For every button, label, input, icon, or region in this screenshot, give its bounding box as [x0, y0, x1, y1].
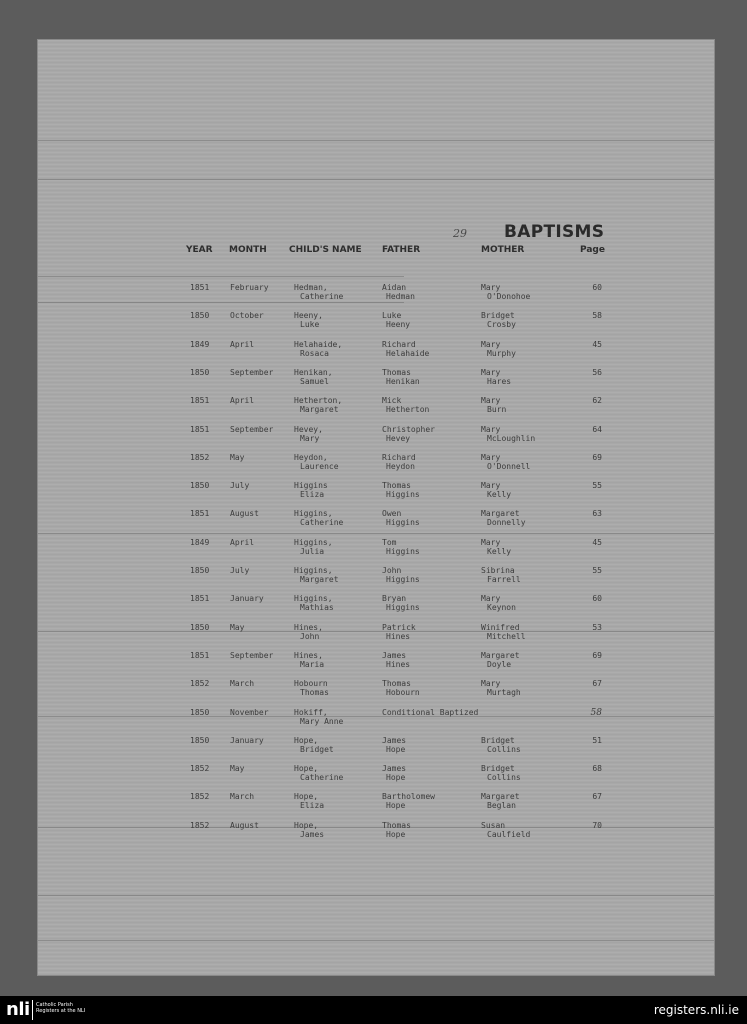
mother-forename: Mary — [481, 452, 501, 462]
header-page: Page — [580, 245, 605, 255]
father-forename: James — [382, 650, 407, 660]
father-forename: Bartholomew — [382, 792, 435, 802]
child-forename: Samuel — [300, 376, 329, 386]
mother-surname: Beglan — [487, 801, 516, 811]
father-surname: Higgins — [386, 518, 420, 528]
year-cell: 1849 — [190, 339, 210, 349]
child-surname: Higgins, — [294, 537, 333, 547]
mother-forename: Sibrina — [481, 566, 515, 575]
table-row — [38, 735, 714, 763]
child-forename: Maria — [300, 659, 325, 669]
child-surname: Hope, — [294, 820, 319, 830]
table-row — [38, 537, 714, 565]
month-cell: April — [230, 339, 255, 349]
mother-forename: Mary — [481, 594, 501, 604]
child-surname: Higgins, — [294, 594, 333, 604]
mother-forename: Mary — [481, 481, 501, 491]
child-forename: Eliza — [300, 801, 325, 811]
mother-surname: Donnelly — [487, 518, 526, 528]
mother-surname: Doyle — [487, 659, 512, 669]
child-surname: Hope, — [294, 764, 319, 774]
footer-bar — [0, 996, 747, 1024]
table-row — [38, 565, 714, 593]
father-surname: Hevey — [386, 433, 411, 443]
page-ref: 55 — [592, 566, 602, 575]
month-cell: July — [230, 566, 250, 575]
scan-line — [38, 940, 714, 941]
month-cell: May — [230, 622, 245, 632]
year-cell: 1851 — [190, 396, 210, 406]
header-father: FATHER — [382, 245, 421, 255]
father-forename: Conditional Baptized — [382, 707, 479, 717]
father-surname: Hobourn — [386, 688, 420, 698]
page-ref: 67 — [592, 792, 602, 802]
year-cell: 1851 — [190, 509, 210, 519]
father-surname: Higgins — [386, 603, 420, 613]
father-forename: James — [382, 735, 407, 745]
page-ref: 69 — [592, 650, 602, 660]
table-row — [38, 282, 714, 310]
mother-surname: Farrell — [487, 575, 521, 584]
month-cell: July — [230, 481, 250, 491]
table-row — [38, 707, 714, 735]
year-cell: 1852 — [190, 679, 210, 689]
child-surname: Higgins, — [294, 509, 333, 519]
mother-surname: Kelly — [487, 546, 512, 556]
mother-forename: Mary — [481, 396, 501, 406]
child-surname: Helahaide, — [294, 339, 343, 349]
page-ref: 70 — [592, 820, 602, 830]
mother-forename: Mary — [481, 367, 501, 377]
child-forename: James — [300, 829, 325, 839]
scan-line — [38, 895, 714, 896]
mother-forename: Mary — [481, 339, 501, 349]
child-forename: Luke — [300, 320, 320, 330]
mother-surname: Caulfield — [487, 829, 531, 839]
year-cell: 1850 — [190, 566, 210, 575]
page-ref: 55 — [592, 481, 602, 491]
mother-surname: Burn — [487, 405, 507, 415]
page-ref: 63 — [592, 509, 602, 519]
father-forename: Richard — [382, 452, 416, 462]
table-row — [38, 508, 714, 536]
page-ref: 51 — [592, 735, 602, 745]
child-surname: Hevey, — [294, 424, 323, 434]
father-forename: Patrick — [382, 622, 416, 632]
logo-caption: Catholic Parish Registers at the NLI — [36, 1002, 86, 1014]
scan-line — [38, 179, 714, 180]
year-cell: 1850 — [190, 481, 210, 491]
mother-surname: Crosby — [487, 320, 516, 330]
table-row — [38, 339, 714, 367]
month-cell: May — [230, 452, 245, 462]
year-cell: 1852 — [190, 820, 210, 830]
father-surname: Helahaide — [386, 348, 430, 358]
mother-forename: Mary — [481, 679, 501, 689]
logo-divider — [32, 1000, 33, 1020]
table-row — [38, 622, 714, 650]
month-cell: August — [230, 820, 259, 830]
year-cell: 1850 — [190, 367, 210, 377]
mother-surname: McLoughlin — [487, 433, 536, 443]
mother-surname: O'Donohoe — [487, 292, 531, 301]
mother-forename: Winifred — [481, 622, 520, 632]
child-forename: Mary Anne — [300, 716, 344, 726]
father-forename: Tom — [382, 537, 397, 547]
child-forename: Catherine — [300, 518, 344, 528]
mother-surname: O'Donnell — [487, 461, 531, 471]
mother-forename: Margaret — [481, 792, 520, 802]
table-row — [38, 395, 714, 423]
table-row — [38, 424, 714, 452]
year-cell: 1851 — [190, 594, 210, 604]
father-forename: Thomas — [382, 481, 411, 491]
child-surname: Hope, — [294, 792, 319, 802]
month-cell: October — [230, 311, 264, 321]
child-surname: Heydon, — [294, 452, 328, 462]
page-ref: 58 — [592, 311, 602, 321]
child-forename: Margaret — [300, 575, 339, 584]
page-ref: 56 — [592, 367, 602, 377]
mother-forename: Bridget — [481, 764, 515, 774]
child-forename: Laurence — [300, 461, 339, 471]
mother-forename: Bridget — [481, 311, 515, 321]
page-ref: 60 — [592, 283, 602, 292]
year-cell: 1850 — [190, 622, 210, 632]
year-cell: 1852 — [190, 792, 210, 802]
scan-line — [38, 140, 714, 141]
month-cell: August — [230, 509, 259, 519]
child-forename: Eliza — [300, 490, 325, 500]
header-month: MONTH — [229, 245, 267, 255]
month-cell: March — [230, 792, 255, 802]
father-surname: Hope — [386, 829, 406, 839]
year-cell: 1850 — [190, 735, 210, 745]
year-cell: 1852 — [190, 452, 210, 462]
child-forename: Thomas — [300, 688, 329, 698]
child-surname: Hedman, — [294, 283, 328, 292]
child-surname: Hines, — [294, 622, 323, 632]
handwritten-page-number: 29 — [453, 227, 467, 240]
child-surname: Higgins, — [294, 566, 333, 575]
page-title: BAPTISMS — [504, 222, 605, 242]
page-ref: 64 — [592, 424, 602, 434]
father-forename: Thomas — [382, 820, 411, 830]
table-row — [38, 791, 714, 819]
page-ref: 62 — [592, 396, 602, 406]
mother-forename: Mary — [481, 283, 501, 292]
page-ref: 60 — [592, 594, 602, 604]
child-forename: Mary — [300, 433, 320, 443]
father-forename: Aidan — [382, 283, 407, 292]
mother-forename: Mary — [481, 424, 501, 434]
table-row — [38, 678, 714, 706]
child-surname: Hobourn — [294, 679, 328, 689]
father-forename: Christopher — [382, 424, 435, 434]
mother-forename: Susan — [481, 820, 506, 830]
child-forename: Margaret — [300, 405, 339, 415]
father-surname: Henikan — [386, 376, 420, 386]
mother-surname: Murphy — [487, 348, 516, 358]
father-surname: Hines — [386, 631, 411, 641]
father-surname: Hope — [386, 773, 406, 783]
father-surname: Higgins — [386, 575, 420, 584]
year-cell: 1850 — [190, 311, 210, 321]
nli-logo[interactable]: nli — [6, 999, 30, 1020]
father-surname: Hope — [386, 801, 406, 811]
header-mother: MOTHER — [481, 245, 525, 255]
page-ref: 69 — [592, 452, 602, 462]
child-surname: Heeny, — [294, 311, 323, 321]
table-row — [38, 763, 714, 791]
month-cell: September — [230, 424, 274, 434]
mother-forename: Margaret — [481, 509, 520, 519]
table-row — [38, 820, 714, 848]
page-ref: 45 — [592, 339, 602, 349]
register-page — [38, 40, 714, 975]
year-cell: 1851 — [190, 650, 210, 660]
site-link[interactable]: registers.nli.ie — [653, 1003, 739, 1017]
header-year: YEAR — [186, 245, 213, 255]
child-forename: Rosaca — [300, 348, 329, 358]
table-row — [38, 593, 714, 621]
father-surname: Hetherton — [386, 405, 430, 415]
year-cell: 1852 — [190, 764, 210, 774]
child-forename: Mathias — [300, 603, 334, 613]
child-surname: Hope, — [294, 735, 319, 745]
father-surname: Hedman — [386, 292, 415, 301]
father-surname: Heydon — [386, 461, 415, 471]
father-forename: Mick — [382, 396, 402, 406]
month-cell: February — [230, 283, 269, 292]
father-forename: Owen — [382, 509, 402, 519]
table-row — [38, 452, 714, 480]
month-cell: May — [230, 764, 245, 774]
page-ref: 67 — [592, 679, 602, 689]
child-forename: John — [300, 631, 320, 641]
table-row — [38, 650, 714, 678]
mother-surname: Mitchell — [487, 631, 526, 641]
table-row — [38, 480, 714, 508]
table-row — [38, 310, 714, 338]
child-surname: Hokiff, — [294, 707, 328, 717]
father-surname: Hope — [386, 744, 406, 754]
mother-surname: Collins — [487, 744, 521, 754]
mother-forename: Margaret — [481, 650, 520, 660]
mother-surname: Kelly — [487, 490, 512, 500]
month-cell: March — [230, 679, 255, 689]
header-rule — [38, 276, 404, 277]
child-forename: Catherine — [300, 292, 344, 301]
child-forename: Bridget — [300, 744, 334, 754]
child-surname: Hetherton, — [294, 396, 343, 406]
father-forename: Thomas — [382, 679, 411, 689]
child-forename: Julia — [300, 546, 325, 556]
father-forename: Luke — [382, 311, 402, 321]
month-cell: September — [230, 650, 274, 660]
mother-surname: Murtagh — [487, 688, 521, 698]
table-row — [38, 367, 714, 395]
child-forename: Catherine — [300, 773, 344, 783]
father-surname: Higgins — [386, 546, 420, 556]
father-surname: Higgins — [386, 490, 420, 500]
father-forename: Richard — [382, 339, 416, 349]
month-cell: April — [230, 396, 255, 406]
mother-surname: Hares — [487, 376, 512, 386]
child-surname: Higgins — [294, 481, 328, 491]
father-forename: Bryan — [382, 594, 407, 604]
father-surname: Hines — [386, 659, 411, 669]
father-forename: James — [382, 764, 407, 774]
year-cell: 1850 — [190, 707, 210, 717]
mother-surname: Collins — [487, 773, 521, 783]
month-cell: January — [230, 594, 264, 604]
child-surname: Henikan, — [294, 367, 333, 377]
mother-forename: Bridget — [481, 735, 515, 745]
header-child: CHILD'S NAME — [289, 245, 362, 255]
page-ref: 53 — [592, 622, 602, 632]
month-cell: April — [230, 537, 255, 547]
month-cell: January — [230, 735, 264, 745]
child-surname: Hines, — [294, 650, 323, 660]
page-ref: 68 — [592, 764, 602, 774]
month-cell: September — [230, 367, 274, 377]
mother-forename: Mary — [481, 537, 501, 547]
mother-surname: Keynon — [487, 603, 516, 613]
father-forename: Thomas — [382, 367, 411, 377]
page-ref: 58 — [590, 707, 602, 718]
father-forename: John — [382, 566, 402, 575]
year-cell: 1849 — [190, 537, 210, 547]
year-cell: 1851 — [190, 424, 210, 434]
year-cell: 1851 — [190, 283, 210, 292]
month-cell: November — [230, 707, 269, 717]
page-ref: 45 — [592, 537, 602, 547]
father-surname: Heeny — [386, 320, 411, 330]
